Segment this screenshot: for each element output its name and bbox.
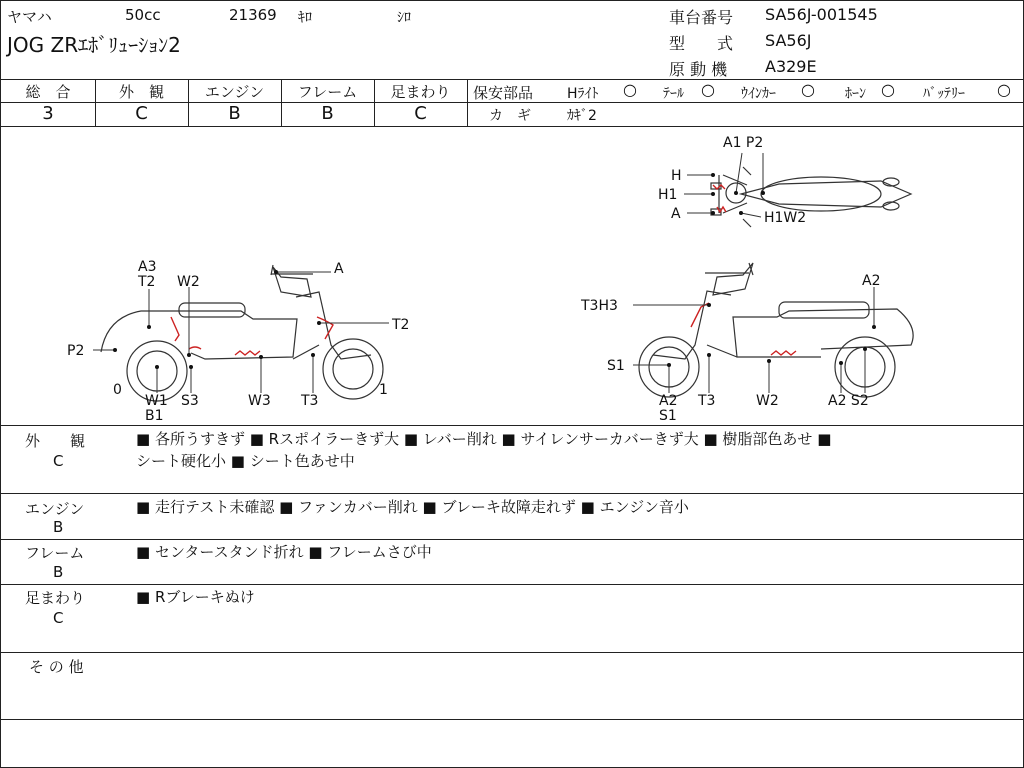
type-label: 型 式 bbox=[669, 34, 734, 53]
safety-item-winker: ｳｲﾝｶｰ bbox=[741, 86, 776, 102]
color: ｼﾛ bbox=[397, 10, 411, 26]
safety-mark-tail: ○ bbox=[701, 80, 715, 99]
grade-label: 外 観 bbox=[118, 83, 164, 101]
label-top-a: A bbox=[671, 206, 681, 222]
model-name: JOG ZRｴﾎﾞﾘｭｰｼｮﾝ2 bbox=[7, 33, 181, 57]
frame-number: SA56J-001545 bbox=[765, 5, 878, 24]
label-right-t3: T3 bbox=[698, 393, 716, 409]
frame-label: 車台番号 bbox=[669, 8, 734, 27]
safety-item-battery: ﾊﾞｯﾃﾘｰ bbox=[923, 86, 965, 102]
remark-label: フレーム bbox=[25, 544, 85, 562]
label-right-t3h3: T3H3 bbox=[581, 298, 618, 314]
grade-value: B bbox=[321, 103, 334, 124]
mileage-unit: ｷﾛ bbox=[298, 10, 312, 26]
remark-text-2: シート硬化小 ■ シート色あせ中 bbox=[136, 452, 355, 470]
safety-item-horn: ﾎｰﾝ bbox=[845, 86, 866, 102]
label-left-b1: B1 bbox=[145, 408, 164, 424]
label-top-h1: H1 bbox=[658, 187, 678, 203]
grade-label: エンジン bbox=[204, 83, 265, 101]
label-left-p2: P2 bbox=[67, 343, 85, 359]
safety-item-headlight: Hﾗｲﾄ bbox=[567, 86, 599, 102]
label-top-a1p2: A1 P2 bbox=[723, 135, 764, 151]
safety-mark-battery: ○ bbox=[997, 80, 1011, 99]
remark-label: そ の 他 bbox=[29, 658, 84, 676]
grade-label: フレーム bbox=[297, 83, 358, 101]
key-value: ｶｷﾞ2 bbox=[567, 108, 597, 124]
grade-label: 足まわり bbox=[390, 83, 451, 101]
grade-value: C bbox=[135, 103, 148, 124]
safety-item-tail: ﾃｰﾙ bbox=[663, 86, 684, 102]
label-left-a: A bbox=[334, 261, 344, 277]
label-left-s3: S3 bbox=[181, 393, 199, 409]
label-left-t3: T3 bbox=[301, 393, 319, 409]
engine-label: 原 動 機 bbox=[669, 60, 728, 79]
damage-marks bbox=[171, 185, 796, 355]
remark-grade: B bbox=[53, 518, 64, 536]
label-right-w2: W2 bbox=[756, 393, 779, 409]
remark-label: 足まわり bbox=[25, 589, 86, 607]
leader-dots bbox=[113, 173, 876, 369]
label-top-h1w2: H1W2 bbox=[764, 210, 807, 226]
safety-label: 保安部品 bbox=[473, 84, 534, 102]
remark-grade: C bbox=[53, 452, 64, 470]
grade-value: B bbox=[228, 103, 241, 124]
label-top-h: H bbox=[671, 168, 682, 184]
grade-label: 総 合 bbox=[25, 83, 71, 101]
remark-label: エンジン bbox=[25, 500, 85, 518]
label-left-1: 1 bbox=[379, 382, 388, 398]
safety-mark-horn: ○ bbox=[881, 80, 895, 99]
grade-value: 3 bbox=[42, 103, 54, 124]
grade-value: C bbox=[414, 103, 427, 124]
remark-text: ■ 各所うすきず ■ Rスポイラーきず大 ■ レバー削れ ■ サイレンサーカバーきず大 ■ 樹脂部色あせ ■ bbox=[136, 430, 832, 448]
label-right-a2s2: A2 S2 bbox=[828, 393, 869, 409]
type-value: SA56J bbox=[765, 31, 812, 50]
label-left-t2b: T2 bbox=[392, 317, 410, 333]
diagram-labels bbox=[67, 135, 880, 424]
label-left-w3: W3 bbox=[248, 393, 271, 409]
remark-label: 外 観 bbox=[25, 432, 86, 450]
maker: ヤマハ bbox=[7, 8, 52, 26]
remark-grade: B bbox=[53, 563, 64, 581]
label-right-a2: A2 bbox=[862, 273, 881, 289]
safety-mark-winker: ○ bbox=[801, 80, 815, 99]
label-right-s1: S1 bbox=[607, 358, 625, 374]
engine-value: A329E bbox=[765, 57, 817, 76]
safety-mark-headlight: ○ bbox=[623, 80, 637, 99]
label-left-w1: W1 bbox=[145, 393, 168, 409]
label-left-w2: W2 bbox=[177, 274, 200, 290]
top-view-scooter bbox=[711, 167, 911, 227]
label-left-t2: T2 bbox=[138, 274, 156, 290]
key-label: カ ギ bbox=[489, 108, 531, 124]
label-right-a2b: A2 bbox=[659, 393, 678, 409]
remark-text: ■ Rブレーキぬけ bbox=[136, 588, 255, 606]
remark-grade: C bbox=[53, 609, 64, 627]
remark-text: ■ 走行テスト未確認 ■ ファンカバー削れ ■ ブレーキ故障走れず ■ エンジン音小 bbox=[136, 498, 689, 516]
remark-text: ■ センタースタンド折れ ■ フレームさび中 bbox=[136, 543, 432, 561]
label-right-s1b: S1 bbox=[659, 408, 677, 424]
label-left-0: 0 bbox=[113, 382, 122, 398]
damage-diagram bbox=[1, 127, 1023, 425]
label-left-a3: A3 bbox=[138, 259, 157, 275]
mileage: 21369 bbox=[229, 6, 277, 24]
displacement: 50cc bbox=[125, 6, 161, 24]
